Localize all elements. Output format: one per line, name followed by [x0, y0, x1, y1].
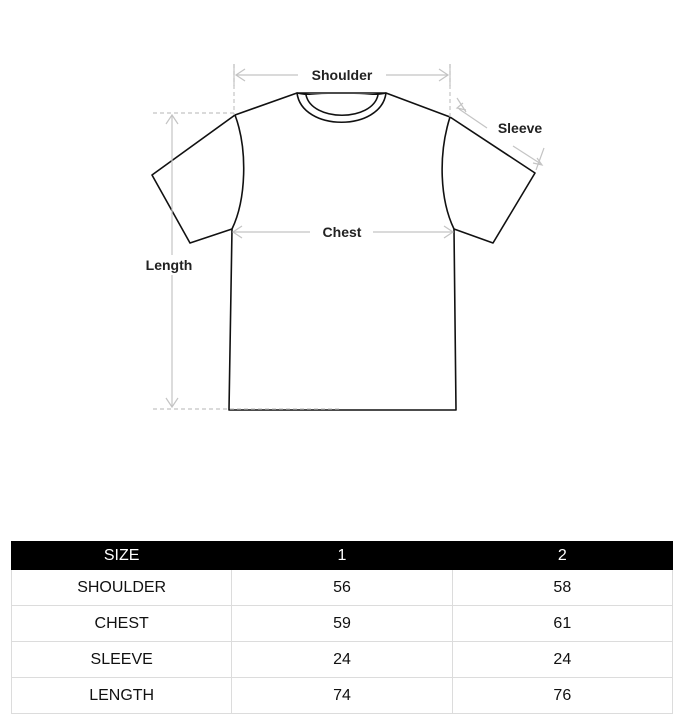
- cell-value: 61: [452, 606, 672, 642]
- length-label: Length: [145, 257, 193, 273]
- table-row: [12, 570, 673, 606]
- header-size: SIZE: [12, 542, 232, 570]
- table-header-row: [12, 542, 673, 570]
- table-row: [12, 642, 673, 678]
- row-label: SLEEVE: [12, 642, 232, 678]
- table-row: [12, 606, 673, 642]
- cell-value: 24: [232, 642, 452, 678]
- row-label: LENGTH: [12, 678, 232, 714]
- table-row: [12, 678, 673, 714]
- cell-value: 56: [232, 570, 452, 606]
- cell-value: 74: [232, 678, 452, 714]
- chest-label: Chest: [322, 224, 362, 240]
- cell-value: 59: [232, 606, 452, 642]
- sleeve-label: Sleeve: [497, 120, 543, 136]
- cell-value: 24: [452, 642, 672, 678]
- header-size-2: 2: [452, 542, 672, 570]
- tshirt-outline: [152, 93, 535, 410]
- row-label: SHOULDER: [12, 570, 232, 606]
- shoulder-label: Shoulder: [311, 67, 373, 83]
- row-label: CHEST: [12, 606, 232, 642]
- cell-value: 58: [452, 570, 672, 606]
- header-size-1: 1: [232, 542, 452, 570]
- cell-value: 76: [452, 678, 672, 714]
- size-chart-table: [11, 541, 673, 714]
